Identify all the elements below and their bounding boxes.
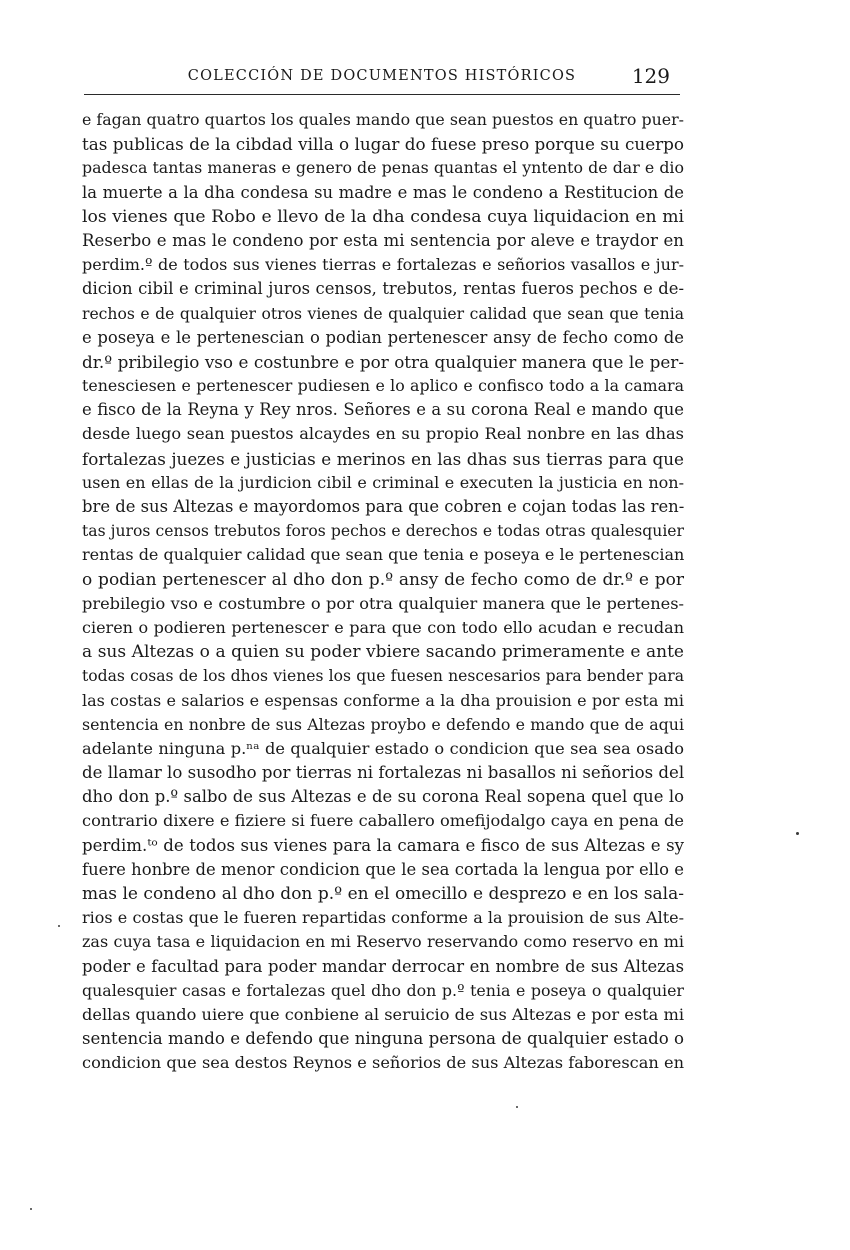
text-line: todas cosas de los dhos vienes los que fuesen nescesarios para bender para <box>82 667 684 686</box>
text-line: dellas quando uiere que conbiene al seruicio de sus Altezas e por esta mi <box>82 1004 684 1024</box>
text-line: poder e facultad para poder mandar derrocar en nombre de sus Altezas <box>82 956 684 976</box>
text-line: qualesquier casas e fortalezas quel dho don p.º tenia e poseya o qualquier <box>82 980 684 1000</box>
running-header <box>84 64 680 95</box>
text-line: las costas e salarios e espensas conforme a la dha prouision e por esta mi <box>82 690 684 710</box>
text-line: e poseya e le pertenescian o podian pertenescer ansy de fecho como de <box>82 327 684 347</box>
text-line: condicion que sea destos Reynos e señorios de sus Altezas faborescan en <box>82 1053 684 1073</box>
scan-speck <box>30 1208 32 1210</box>
text-line: sentencia mando e defendo que ninguna persona de qualquier estado o <box>82 1029 684 1049</box>
text-line: perdim.ᵗᵒ de todos sus vienes para la camara e fisco de sus Altezas e sy <box>82 835 684 855</box>
text-line: zas cuya tasa e liquidacion en mi Reservo reservando como reservo en mi <box>82 932 684 952</box>
page-number: 129 <box>631 64 670 88</box>
text-line: tas publicas de la cibdad villa o lugar do fuese preso porque su cuerpo <box>82 134 684 155</box>
scan-speck <box>796 832 799 835</box>
body-text <box>82 108 684 1076</box>
text-line: tenesciesen e pertenescer pudiesen e lo aplico e confisco todo a la camara <box>82 376 684 396</box>
text-line: o podian pertenescer al dho don p.º ansy de fecho como de dr.º e por <box>82 569 684 590</box>
text-line: sentencia en nonbre de sus Altezas proybo e defendo e mando que de aqui <box>82 714 684 734</box>
text-line: mas le condeno al dho don p.º en el omecillo e desprezo e en los sala- <box>82 884 684 904</box>
text-line: bre de sus Altezas e mayordomos para que cobren e cojan todas las ren- <box>82 497 684 516</box>
running-title: COLECCIÓN DE DOCUMENTOS HISTÓRICOS <box>187 68 577 84</box>
text-line: la muerte a la dha condesa su madre e mas le condeno a Restitucion de <box>82 182 684 202</box>
text-line: a sus Altezas o a quien su poder vbiere sacando primeramente e ante <box>82 642 684 663</box>
scan-speck <box>516 1106 518 1108</box>
text-line: dho don p.º salbo de sus Altezas e de su corona Real sopena quel que lo <box>82 787 684 807</box>
text-line: dr.º pribilegio vso e costunbre e por otra qualquier manera que le per- <box>82 351 684 372</box>
text-line: cieren o podieren pertenescer e para que con todo ello acudan e recudan <box>82 617 684 637</box>
text-line: rios e costas que le fueren repartidas conforme a la prouision de sus Alte- <box>82 908 684 928</box>
text-line: dicion cibil e criminal juros censos, trebutos, rentas fueros pechos e de- <box>82 279 684 299</box>
scan-speck <box>58 925 60 927</box>
text-line: contrario dixere e fiziere si fuere caballero omefijodalgo caya en pena de <box>82 811 684 831</box>
text-line: los vienes que Robo e llevo de la dha condesa cuya liquidacion en mi <box>82 206 684 227</box>
text-line: adelante ninguna p.ⁿᵃ de qualquier estado o condicion que sea sea osado <box>82 738 684 758</box>
text-line: fuere honbre de menor condicion que le sea cortada la lengua por ello e <box>82 859 684 879</box>
text-line: padesca tantas maneras e genero de penas quantas el yntento de dar e dio <box>82 158 684 178</box>
text-line: prebilegio vso e costumbre o por otra qualquier manera que le pertenes- <box>82 593 684 613</box>
text-line: usen en ellas de la jurdicion cibil e criminal e executen la justicia en non- <box>82 472 684 492</box>
text-line: tas juros censos trebutos foros pechos e derechos e todas otras qualesquier <box>82 522 684 541</box>
text-line: e fagan quatro quartos los quales mando que sean puestos en quatro puer- <box>82 110 684 129</box>
text-line: desde luego sean puestos alcaydes en su propio Real nonbre en las dhas <box>82 424 684 444</box>
text-line: fortalezas juezes e justicias e merinos en las dhas sus tierras para que <box>82 448 684 469</box>
text-line: de llamar lo susodho por tierras ni fortalezas ni basallos ni señorios del <box>82 763 684 783</box>
text-line: Reserbo e mas le condeno por esta mi sentencia por aleve e traydor en <box>82 230 684 250</box>
text-line: perdim.º de todos sus vienes tierras e fortalezas e señorios vasallos e jur- <box>82 255 684 275</box>
text-line: e fisco de la Reyna y Rey nros. Señores e a su corona Real e mando que <box>82 400 684 420</box>
text-line: rechos e de qualquier otros vienes de qualquier calidad que sean que tenia <box>82 304 684 323</box>
text-line: rentas de qualquier calidad que sean que tenia e poseya e le pertenescian <box>82 545 684 565</box>
